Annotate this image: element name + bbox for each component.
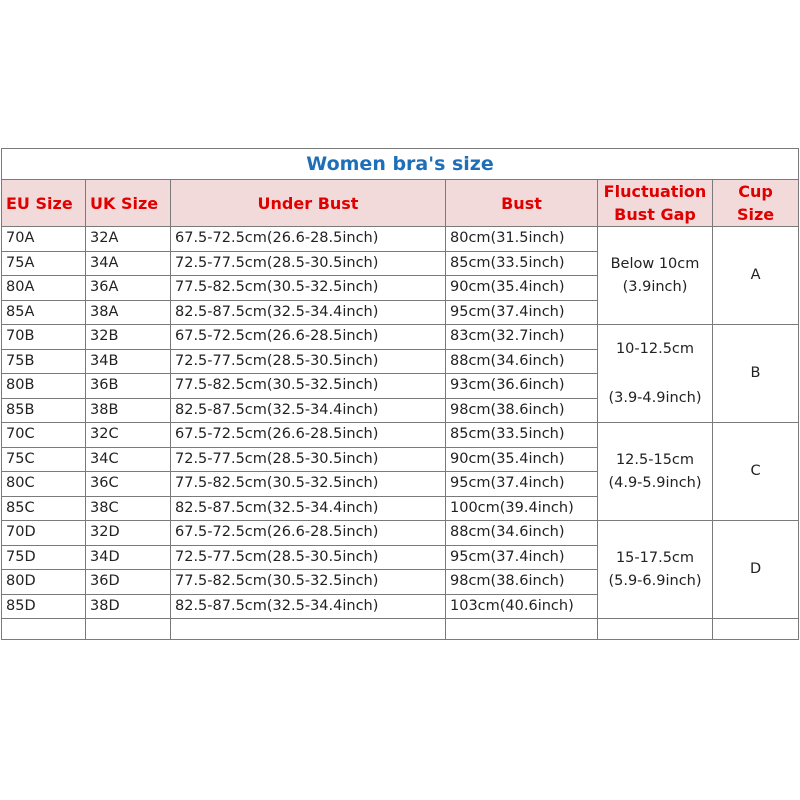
cup-size-cell: C xyxy=(713,423,799,521)
bust-cell: 95cm(37.4inch) xyxy=(446,472,598,497)
bust-gap-line: (5.9-6.9inch) xyxy=(608,572,702,589)
bust-cell: 85cm(33.5inch) xyxy=(446,251,598,276)
header-fluctuation-label: Fluctuation xyxy=(603,182,707,201)
bra-size-table xyxy=(1,148,799,640)
bust-cell: 95cm(37.4inch) xyxy=(446,300,598,325)
eu-size-cell: 80D xyxy=(2,570,86,595)
header-fluctuation-bust-gap xyxy=(598,180,713,227)
under-bust-cell: 77.5-82.5cm(30.5-32.5inch) xyxy=(171,472,446,497)
under-bust-cell: 77.5-82.5cm(30.5-32.5inch) xyxy=(171,374,446,399)
bust-gap-cell xyxy=(598,227,713,325)
bust-cell: 90cm(35.4inch) xyxy=(446,276,598,301)
header-under-bust: Under Bust xyxy=(171,180,446,227)
bust-cell: 83cm(32.7inch) xyxy=(446,325,598,350)
eu-size-cell: 80B xyxy=(2,374,86,399)
table-row xyxy=(2,227,799,252)
uk-size-cell: 38D xyxy=(86,594,171,619)
bust-gap-cell xyxy=(598,325,713,423)
under-bust-cell: 72.5-77.5cm(28.5-30.5inch) xyxy=(171,545,446,570)
eu-size-cell: 85B xyxy=(2,398,86,423)
under-bust-cell: 72.5-77.5cm(28.5-30.5inch) xyxy=(171,349,446,374)
eu-size-cell: 75B xyxy=(2,349,86,374)
under-bust-cell: 77.5-82.5cm(30.5-32.5inch) xyxy=(171,570,446,595)
empty-cell xyxy=(598,619,713,640)
under-bust-cell: 82.5-87.5cm(32.5-34.4inch) xyxy=(171,398,446,423)
eu-size-cell: 80C xyxy=(2,472,86,497)
under-bust-cell: 67.5-72.5cm(26.6-28.5inch) xyxy=(171,325,446,350)
header-uk-size: UK Size xyxy=(86,180,171,227)
bust-gap-spacer xyxy=(602,361,708,387)
eu-size-cell: 70B xyxy=(2,325,86,350)
empty-cell xyxy=(171,619,446,640)
bust-gap-line: (3.9inch) xyxy=(622,278,688,295)
under-bust-cell: 67.5-72.5cm(26.6-28.5inch) xyxy=(171,227,446,252)
empty-cell xyxy=(446,619,598,640)
uk-size-cell: 34A xyxy=(86,251,171,276)
under-bust-cell: 67.5-72.5cm(26.6-28.5inch) xyxy=(171,423,446,448)
uk-size-cell: 34B xyxy=(86,349,171,374)
bust-gap-line: 15-17.5cm xyxy=(615,549,695,566)
bust-cell: 98cm(38.6inch) xyxy=(446,398,598,423)
under-bust-cell: 67.5-72.5cm(26.6-28.5inch) xyxy=(171,521,446,546)
uk-size-cell: 34C xyxy=(86,447,171,472)
eu-size-cell: 75C xyxy=(2,447,86,472)
bust-cell: 98cm(38.6inch) xyxy=(446,570,598,595)
header-cup-size: Cup Size xyxy=(713,180,799,227)
under-bust-cell: 72.5-77.5cm(28.5-30.5inch) xyxy=(171,447,446,472)
bust-gap-cell xyxy=(598,423,713,521)
cup-size-cell: D xyxy=(713,521,799,619)
bust-cell: 88cm(34.6inch) xyxy=(446,521,598,546)
bust-gap-line: Below 10cm xyxy=(610,255,700,272)
eu-size-cell: 85A xyxy=(2,300,86,325)
cup-size-cell: A xyxy=(713,227,799,325)
uk-size-cell: 38A xyxy=(86,300,171,325)
header-bust: Bust xyxy=(446,180,598,227)
bust-cell: 90cm(35.4inch) xyxy=(446,447,598,472)
eu-size-cell: 75A xyxy=(2,251,86,276)
bust-cell: 100cm(39.4inch) xyxy=(446,496,598,521)
table-row xyxy=(2,423,799,448)
under-bust-cell: 77.5-82.5cm(30.5-32.5inch) xyxy=(171,276,446,301)
under-bust-cell: 82.5-87.5cm(32.5-34.4inch) xyxy=(171,594,446,619)
table-row xyxy=(2,521,799,546)
eu-size-cell: 85C xyxy=(2,496,86,521)
eu-size-cell: 70C xyxy=(2,423,86,448)
bust-cell: 95cm(37.4inch) xyxy=(446,545,598,570)
table-row xyxy=(2,325,799,350)
empty-cell xyxy=(86,619,171,640)
bust-cell: 80cm(31.5inch) xyxy=(446,227,598,252)
eu-size-cell: 85D xyxy=(2,594,86,619)
uk-size-cell: 38B xyxy=(86,398,171,423)
table-body xyxy=(2,227,799,640)
bust-cell: 88cm(34.6inch) xyxy=(446,349,598,374)
uk-size-cell: 36C xyxy=(86,472,171,497)
empty-row xyxy=(2,619,799,640)
uk-size-cell: 36B xyxy=(86,374,171,399)
under-bust-cell: 72.5-77.5cm(28.5-30.5inch) xyxy=(171,251,446,276)
uk-size-cell: 36A xyxy=(86,276,171,301)
bust-gap-line: (3.9-4.9inch) xyxy=(608,389,702,406)
eu-size-cell: 70A xyxy=(2,227,86,252)
empty-cell xyxy=(713,619,799,640)
eu-size-cell: 80A xyxy=(2,276,86,301)
eu-size-cell: 70D xyxy=(2,521,86,546)
bust-gap-line: 12.5-15cm xyxy=(615,451,695,468)
bust-cell: 103cm(40.6inch) xyxy=(446,594,598,619)
bust-gap-line: (4.9-5.9inch) xyxy=(608,474,702,491)
bust-cell: 85cm(33.5inch) xyxy=(446,423,598,448)
uk-size-cell: 32C xyxy=(86,423,171,448)
uk-size-cell: 38C xyxy=(86,496,171,521)
bust-cell: 93cm(36.6inch) xyxy=(446,374,598,399)
header-eu-size: EU Size xyxy=(2,180,86,227)
under-bust-cell: 82.5-87.5cm(32.5-34.4inch) xyxy=(171,496,446,521)
header-bust-gap-label: Bust Gap xyxy=(614,205,696,224)
uk-size-cell: 32B xyxy=(86,325,171,350)
bust-gap-line: 10-12.5cm xyxy=(615,340,695,357)
uk-size-cell: 32A xyxy=(86,227,171,252)
uk-size-cell: 34D xyxy=(86,545,171,570)
under-bust-cell: 82.5-87.5cm(32.5-34.4inch) xyxy=(171,300,446,325)
uk-size-cell: 36D xyxy=(86,570,171,595)
empty-cell xyxy=(2,619,86,640)
bust-gap-cell xyxy=(598,521,713,619)
eu-size-cell: 75D xyxy=(2,545,86,570)
uk-size-cell: 32D xyxy=(86,521,171,546)
table-title: Women bra's size xyxy=(2,149,799,180)
cup-size-cell: B xyxy=(713,325,799,423)
